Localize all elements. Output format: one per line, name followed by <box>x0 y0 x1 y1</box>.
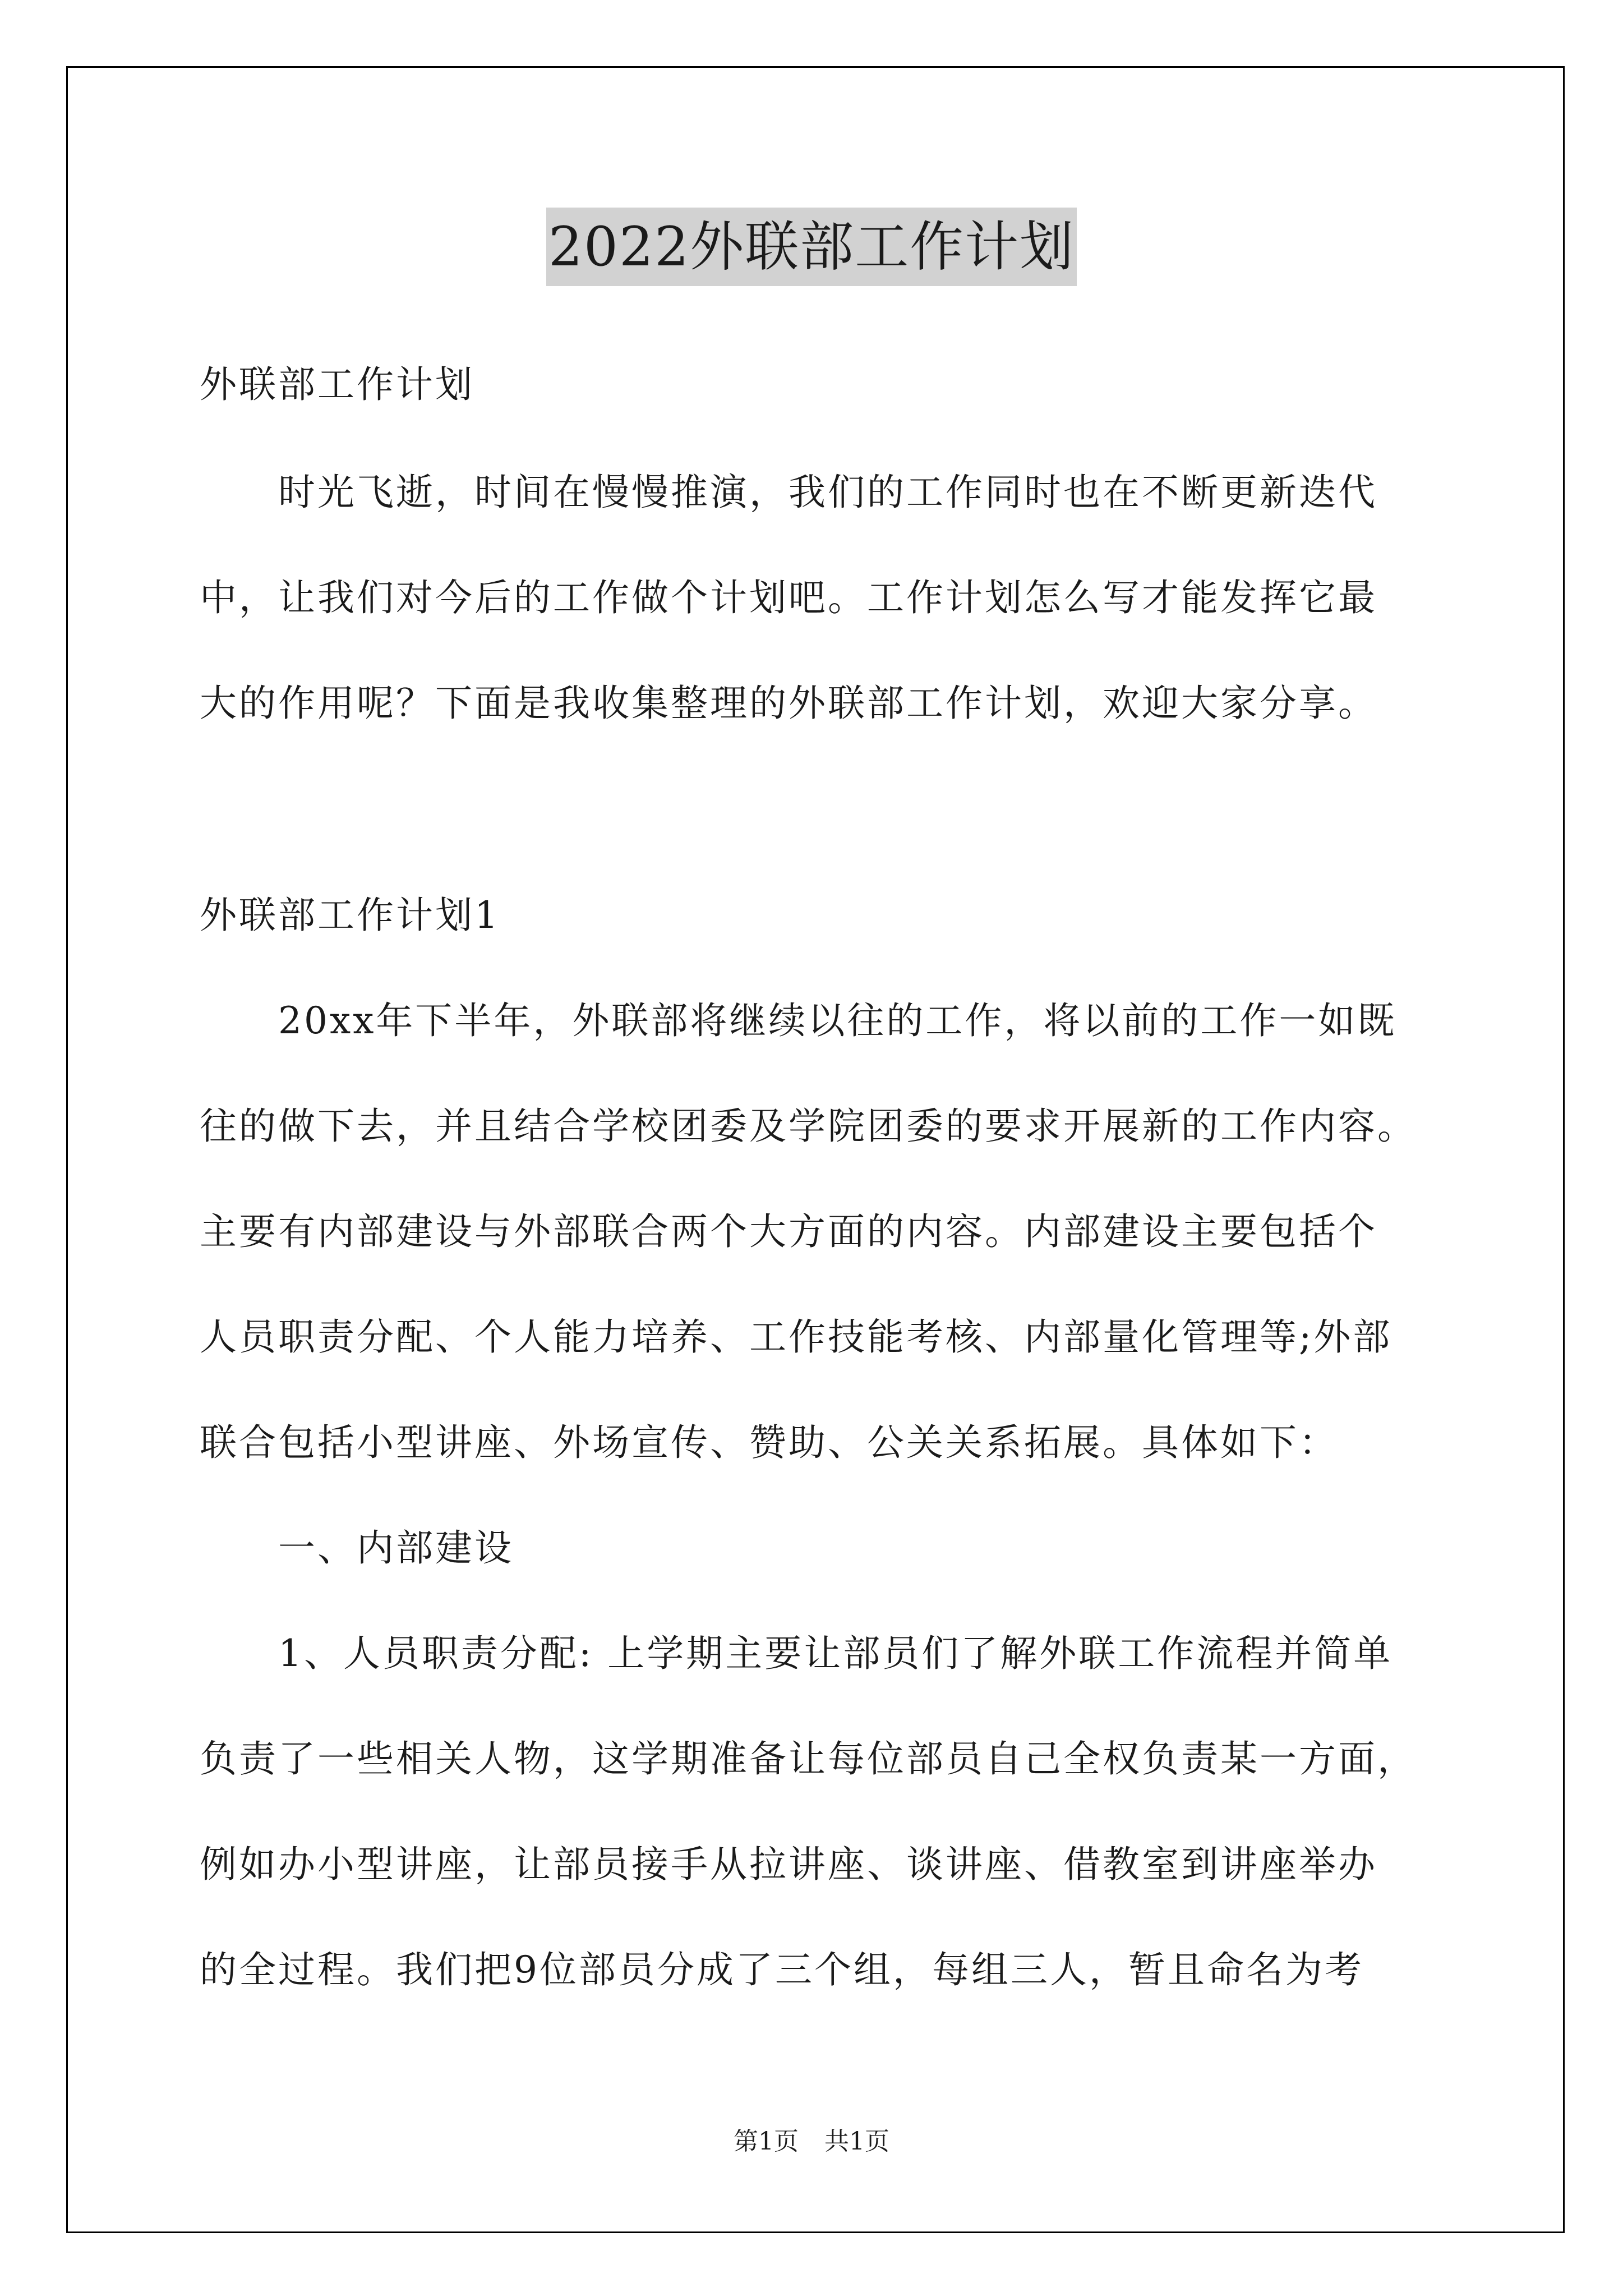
section-heading-plan-1: 外联部工作计划1 <box>200 894 500 937</box>
document-title: 2022外联部工作计划 <box>546 208 1077 286</box>
plan1-line-9: 例如办小型讲座，让部员接手从拉讲座、谈讲座、借教室到讲座举办 <box>200 1843 1377 1886</box>
plan1-line-2: 往的做下去，并且结合学校团委及学院团委的要求开展新的工作内容。 <box>200 1105 1417 1148</box>
subheading-internal-construction: 一、内部建设 <box>200 1526 514 1570</box>
plan1-line-5: 联合包括小型讲座、外场宣传、赞助、公关关系拓展。具体如下： <box>200 1421 1338 1464</box>
intro-line-2: 中，让我们对今后的工作做个计划吧。工作计划怎么写才能发挥它最 <box>200 576 1377 619</box>
plan1-line-3: 主要有内部建设与外部联合两个大方面的内容。内部建设主要包括个 <box>200 1210 1377 1253</box>
plan1-line-1: 20xx年下半年，外联部将继续以往的工作，将以前的工作一如既 <box>200 999 1397 1042</box>
intro-line-1: 时光飞逝，时间在慢慢推演，我们的工作同时也在不断更新迭代 <box>200 471 1377 514</box>
plan1-line-10: 的全过程。我们把9位部员分成了三个组，每组三人，暂且命名为考 <box>200 1948 1364 1991</box>
section-heading-intro: 外联部工作计划 <box>200 363 474 406</box>
intro-line-3: 大的作用呢？下面是我收集整理的外联部工作计划，欢迎大家分享。 <box>200 682 1377 725</box>
plan1-line-8: 负责了一些相关人物，这学期准备让每位部员自己全权负责某一方面， <box>200 1737 1417 1780</box>
page-number: 第1页 <box>734 2127 799 2156</box>
plan1-line-4: 人员职责分配、个人能力培养、工作技能考核、内部量化管理等;外部 <box>200 1315 1393 1359</box>
plan1-line-7: 1、人员职责分配: 上学期主要让部员们了解外联工作流程并简单 <box>200 1632 1393 1675</box>
title-block <box>0 208 1623 286</box>
page-total: 共1页 <box>824 2127 889 2156</box>
page-footer <box>0 2125 1623 2159</box>
